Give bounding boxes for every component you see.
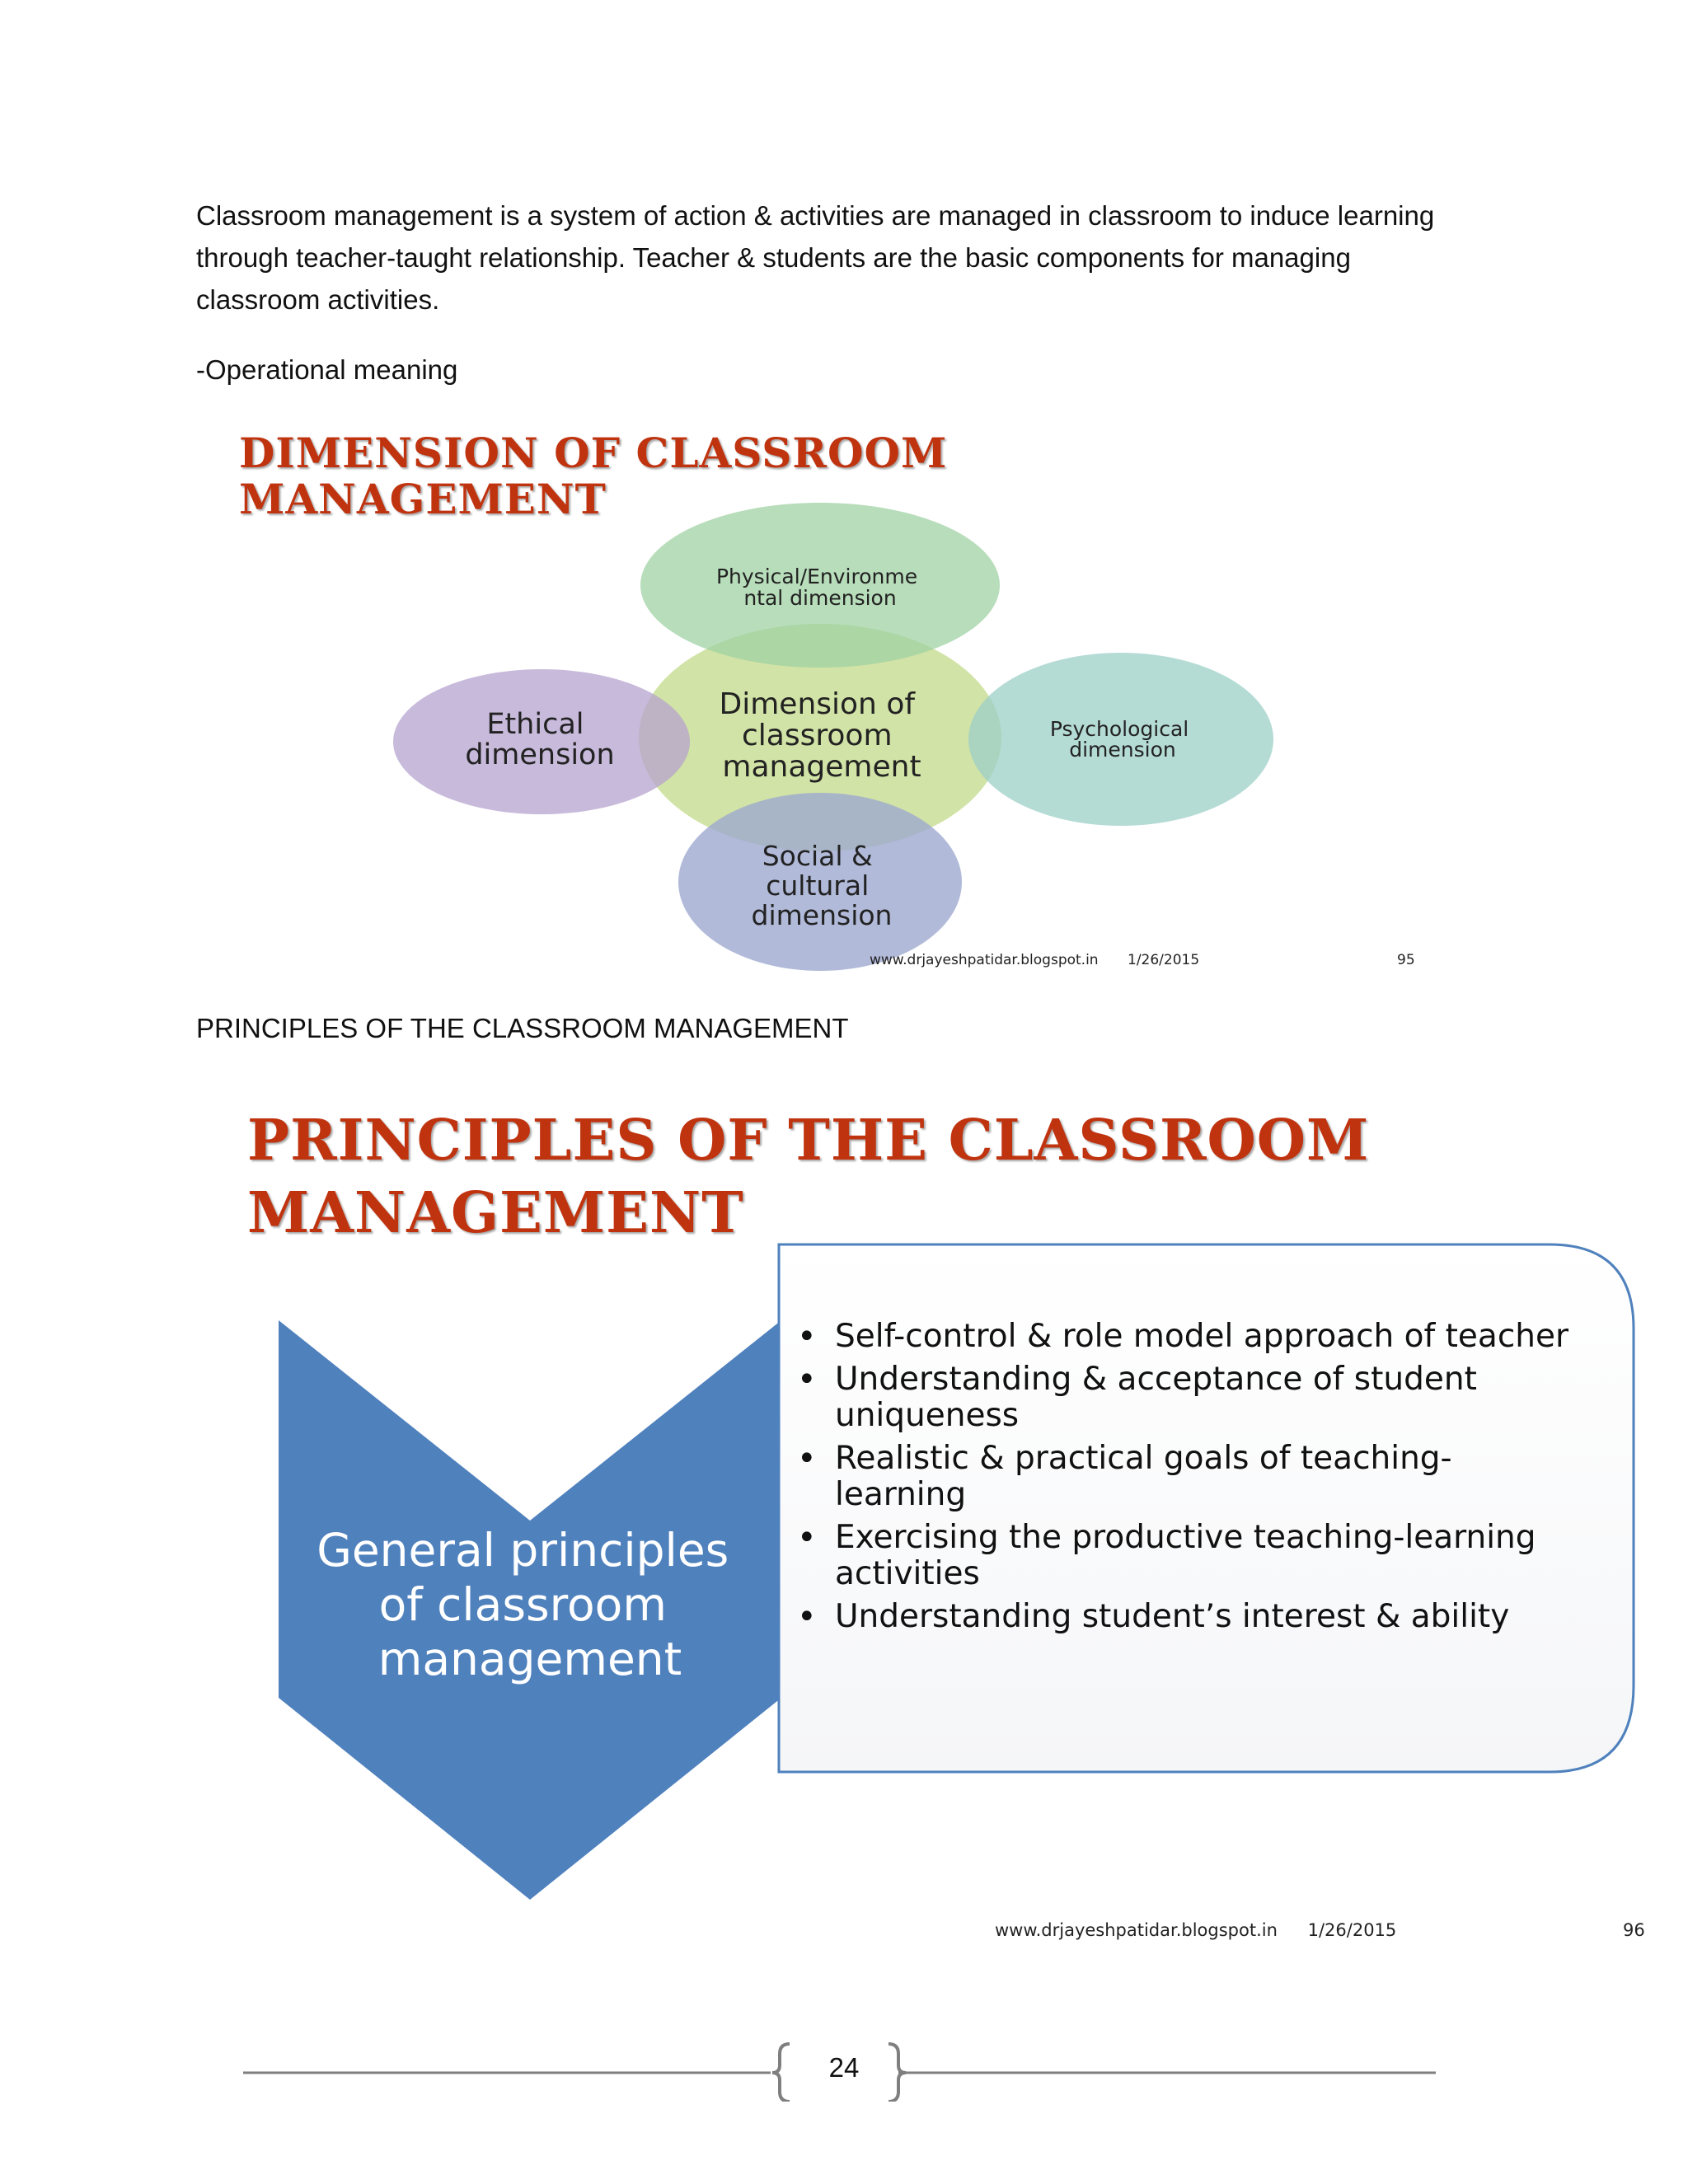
slide1-footer-site: www.drjayeshpatidar.blogspot.in	[870, 952, 1099, 968]
slide1-footer-date: 1/26/2015	[1128, 952, 1200, 968]
left-label: Ethical dimension	[465, 708, 615, 771]
slide2-footer	[995, 1920, 1645, 1940]
slide2-title-line2: MANAGEMENT	[247, 1180, 744, 1246]
principle-item: • Understanding student’s interest & ability	[795, 1599, 1578, 1635]
principle-item: • Self-control & role model approach of teacher	[795, 1319, 1578, 1355]
intro-line-3: classroom activities.	[196, 284, 440, 315]
top-label: Physical/Environme ntal dimension	[715, 565, 918, 610]
intro-line-1: Classroom management is a system of action & activities are managed in classroom to induce learning	[196, 200, 1435, 231]
principle-item: • Understanding & acceptance of student uniqueness	[795, 1361, 1578, 1434]
slide2-title-line1: PRINCIPLES OF THE CLASSROOM	[247, 1108, 1370, 1174]
center-label: Dimension of classroom management	[719, 687, 921, 784]
slide2-footer-num: 96	[1623, 1920, 1645, 1940]
right-label: Psychological dimension	[1049, 717, 1189, 762]
intro-line-2: through teacher-taught relationship. Teacher & students are the basic components for managing	[196, 242, 1351, 273]
operational-meaning-label: -Operational meaning	[196, 354, 458, 385]
principles-list	[795, 1319, 1578, 1642]
slide1-title-line1: DIMENSION OF CLASSROOM	[239, 429, 948, 477]
slide2-footer-date: 1/26/2015	[1307, 1920, 1397, 1940]
slide1-footer-num: 95	[1397, 952, 1415, 968]
bottom-label: Social & cultural dimension	[751, 840, 893, 931]
slide1-title-line2: MANAGEMENT	[239, 475, 607, 523]
principle-item: • Realistic & practical goals of teaching-learning	[795, 1441, 1578, 1513]
page-number: 24	[828, 2052, 860, 2083]
chevron-label: General principles of classroom management	[316, 1524, 729, 1685]
principle-item: • Exercising the productive teaching-learning activities	[795, 1520, 1578, 1592]
principles-heading: PRINCIPLES OF THE CLASSROOM MANAGEMENT	[196, 1013, 849, 1043]
slide2-footer-site: www.drjayeshpatidar.blogspot.in	[995, 1920, 1278, 1940]
